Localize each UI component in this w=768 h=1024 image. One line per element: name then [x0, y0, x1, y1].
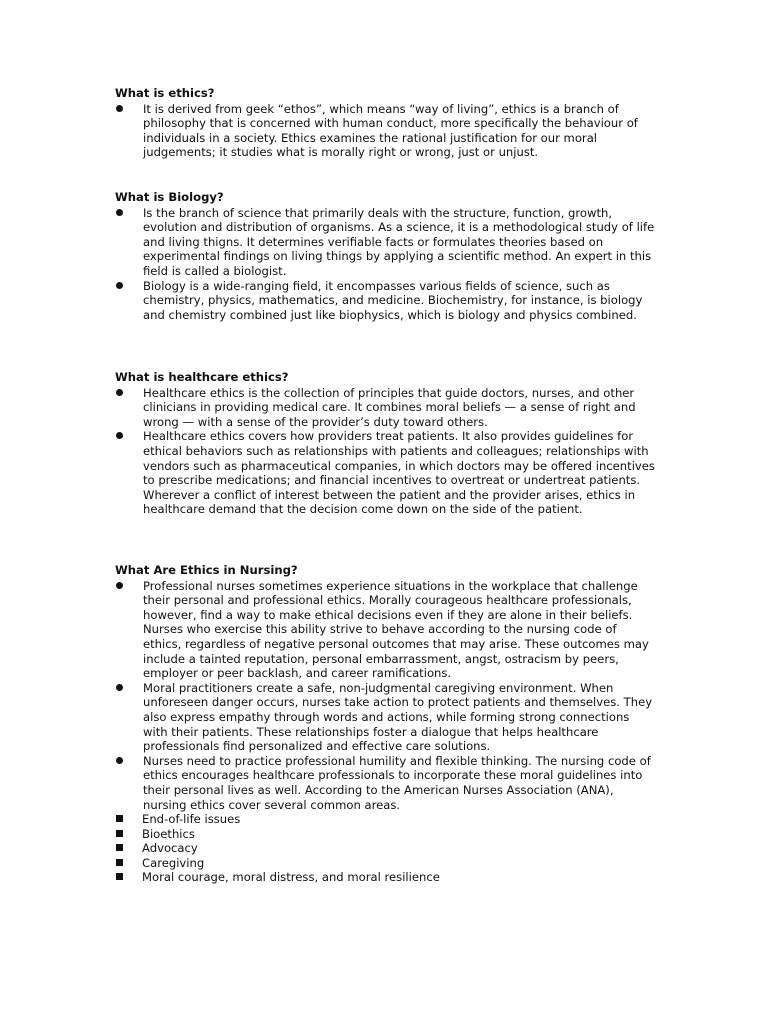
sub-bullet-item: Caregiving	[115, 856, 655, 871]
section-heading: What is healthcare ethics?	[115, 370, 289, 384]
sub-bullet-item: End-of-life issues	[115, 812, 655, 827]
bullet-list	[115, 102, 655, 160]
bullet-item: It is derived from geek “ethos”, which means “way of living”, ethics is a branch of philosophy that is concerned with human conduct, more specifically the behaviour of individuals in a society. Ethics examines the rational justification for our moral judgements; it studies what is morally right or wrong, just or unjust.	[115, 102, 655, 160]
sub-bullet-item: Bioethics	[115, 827, 655, 842]
sub-bullet-item: Advocacy	[115, 841, 655, 856]
bullet-item: Biology is a wide-ranging field, it encompasses various fields of science, such as chemistry, physics, mathematics, and medicine. Biochemistry, for instance, is biology and chemistry combined just like biophysics, which is biology and physics combined.	[115, 279, 655, 323]
section-heading: What Are Ethics in Nursing?	[115, 563, 298, 577]
sub-bullet-list	[115, 812, 655, 885]
section-what-is-ethics	[115, 86, 655, 160]
section-what-is-biology	[115, 190, 655, 322]
bullet-item: Professional nurses sometimes experience situations in the workplace that challenge their personal and professional ethics. Morally courageous healthcare professionals, however, find a way to make ethical decisions even if they are alone in their beliefs. Nurses who exercise this ability strive to behave according to the nursing code of ethics, regardless of negative personal outcomes that may arise. These outcomes may include a tainted reputation, personal embarrassment, angst, ostracism by peers, employer or peer backlash, and career ramifications.	[115, 579, 655, 681]
sub-bullet-item: Moral courage, moral distress, and moral resilience	[115, 870, 655, 885]
section-ethics-in-nursing	[115, 563, 655, 885]
bullet-item: Healthcare ethics is the collection of principles that guide doctors, nurses, and other clinicians in providing medical care. It combines moral beliefs — a sense of right and wrong — with a sense of the provider’s duty toward others.	[115, 386, 655, 430]
section-heading: What is ethics?	[115, 86, 215, 100]
bullet-item: Is the branch of science that primarily deals with the structure, function, growth, evolution and distribution of organisms. As a science, it is a methodological study of life and living thigns. It determines verifiable facts or formulates theories based on experimental findings on living things by applying a scientific method. An expert in this field is called a biologist.	[115, 206, 655, 279]
bullet-item: Nurses need to practice professional humility and flexible thinking. The nursing code of ethics encourages healthcare professionals to incorporate these moral guidelines into their personal lives as well. According to the American Nurses Association (ANA), nursing ethics cover several common areas.	[115, 754, 655, 812]
bullet-item: Moral practitioners create a safe, non-judgmental caregiving environment. When unforeseen danger occurs, nurses take action to protect patients and themselves. They also express empathy through words and actions, while forming strong connections with their patients. These relationships foster a dialogue that helps healthcare professionals find personalized and effective care solutions.	[115, 681, 655, 754]
bullet-item: Healthcare ethics covers how providers treat patients. It also provides guidelines for ethical behaviors such as relationships with patients and colleagues; relationships with vendors such as pharmaceutical companies, in which doctors may be offered incentives to prescribe medications; and financial incentives to overtreat or undertreat patients. Wherever a conflict of interest between the patient and the provider arises, ethics in healthcare demand that the decision come down on the side of the patient.	[115, 429, 655, 517]
section-what-is-healthcare-ethics	[115, 370, 655, 517]
section-heading: What is Biology?	[115, 190, 224, 204]
bullet-list	[115, 386, 655, 517]
bullet-list	[115, 579, 655, 813]
bullet-list	[115, 206, 655, 323]
